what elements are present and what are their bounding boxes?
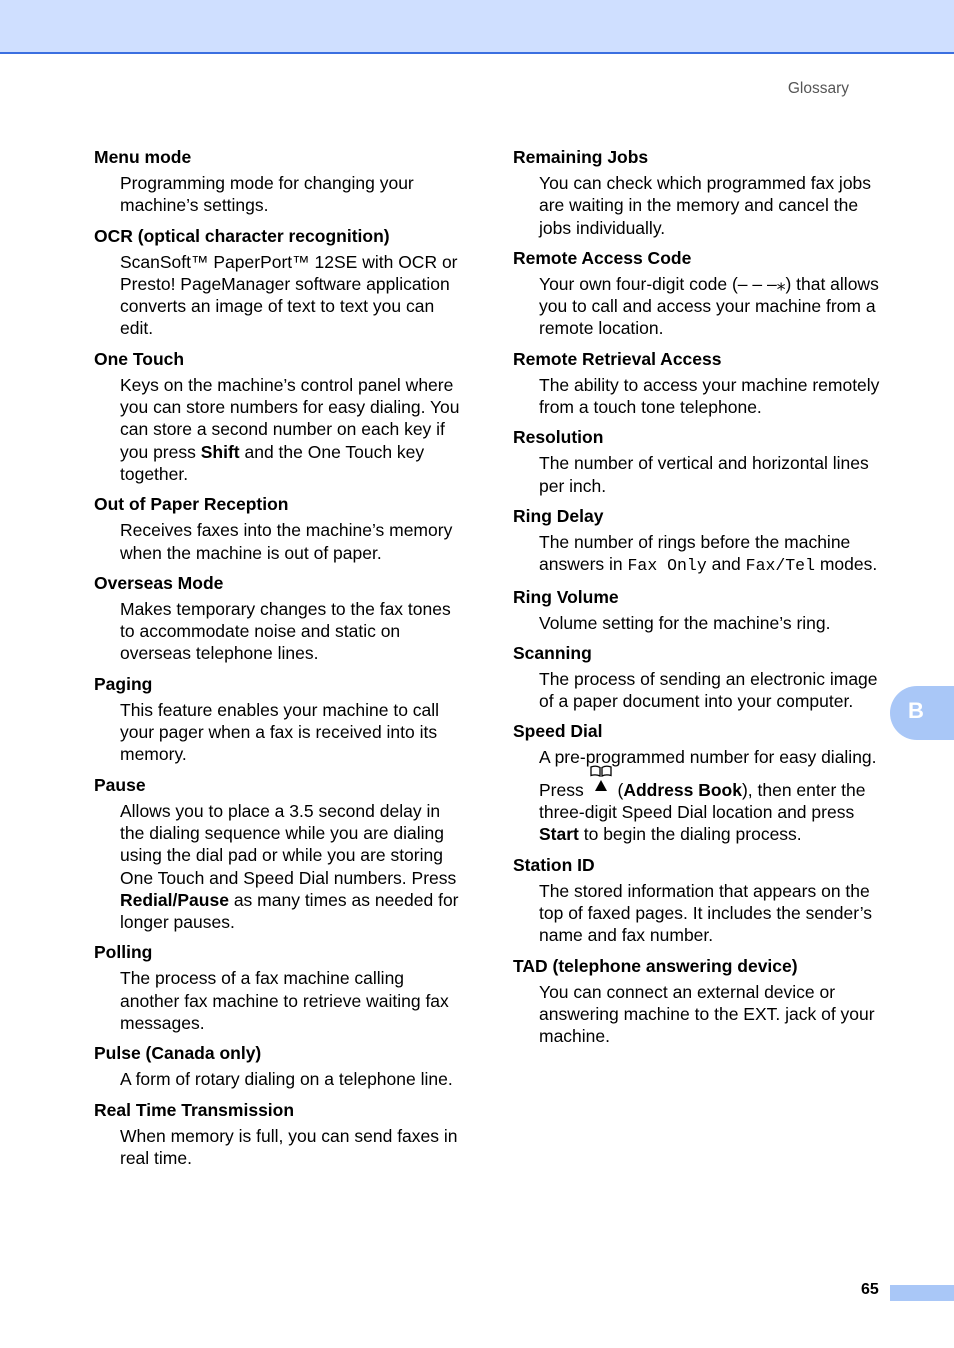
glossary-definition: The process of sending an electronic image of a paper document into your computer.: [539, 668, 878, 712]
glossary-definition: The process of a fax machine calling another fax machine to retrieve waiting fax messages.: [120, 968, 449, 1034]
glossary-term: Menu mode: [94, 147, 192, 167]
glossary-term: Ring Volume: [513, 586, 619, 607]
definition-text: Allows you to place a 3.5 second delay in the dialing sequence while you are dialing using the dial pad or while you are storing One Touch and Speed Dial numbers. Press: [120, 800, 457, 888]
definition-text: ), then enter the three-digit Speed Dial location and press: [539, 779, 866, 823]
glossary-entry: [94, 1099, 466, 1170]
glossary-term: Real Time Transmission: [94, 1099, 295, 1120]
definition-text: to begin the dialing process.: [578, 824, 802, 845]
glossary-entry: [94, 673, 466, 766]
section-name: Glossary: [787, 80, 849, 97]
glossary-term: Scanning: [513, 642, 592, 663]
page-number: 65: [861, 1281, 879, 1298]
glossary-definition: Receives faxes into the machine’s memory when the machine is out of paper.: [120, 520, 453, 563]
glossary-right-column: [513, 146, 885, 1055]
glossary-definition: Your own four-digit code (– – –⁎) that allows you to call and access your machine from a remote location.: [539, 273, 879, 339]
glossary-definition: [120, 800, 466, 934]
glossary-definition: Volume setting for the machine’s ring.: [539, 612, 831, 633]
key-name: Address Book: [623, 779, 742, 800]
glossary-term: Speed Dial: [513, 721, 603, 742]
definition-text: Keys on the machine’s control panel where you can store numbers for easy dialing. You can store a second number on each key if you press: [120, 374, 460, 462]
glossary-term: Overseas Mode: [94, 572, 224, 593]
definition-text: and: [706, 554, 746, 575]
glossary-entry: [94, 225, 466, 340]
glossary-entry: [94, 774, 466, 934]
glossary-definition: You can check which programmed fax jobs are waiting in the memory and cancel the jobs individually.: [539, 173, 872, 238]
glossary-entry: [513, 642, 885, 713]
glossary-definition: The ability to access your machine remotely from a touch tone telephone.: [539, 374, 880, 418]
glossary-entry: [94, 572, 466, 665]
glossary-entry: [513, 426, 885, 497]
glossary-definition: You can connect an external device or answering machine to the EXT. jack of your machine.: [539, 981, 875, 1047]
glossary-entry: [94, 1042, 466, 1090]
appendix-tab: [890, 686, 954, 740]
glossary-definition: [539, 531, 885, 578]
glossary-term: Paging: [94, 673, 153, 694]
header-band: [0, 0, 954, 54]
glossary-term: TAD (telephone answering device): [513, 955, 798, 976]
key-name: Shift: [200, 441, 240, 462]
glossary-term: Pause: [94, 774, 146, 795]
glossary-definition: Programming mode for changing your machine’s settings.: [120, 173, 414, 216]
definition-text: modes.: [814, 554, 878, 575]
address-book-icon: [589, 769, 613, 799]
glossary-definition: This feature enables your machine to call your pager when a fax is received into its memory.: [120, 699, 440, 765]
glossary-definition: Makes temporary changes to the fax tones to accommodate noise and static on overseas telephone lines.: [120, 598, 451, 664]
glossary-term: Station ID: [513, 854, 595, 875]
glossary-entry: [513, 586, 885, 634]
definition-text: as many times as needed for longer pauses.: [120, 889, 459, 933]
glossary-entry: [94, 493, 466, 564]
glossary-term: Ring Delay: [513, 505, 604, 526]
glossary-entry: [513, 955, 885, 1048]
glossary-entry: [94, 348, 466, 485]
glossary-entry: [94, 941, 466, 1034]
glossary-definition: When memory is full, you can send faxes in real time.: [120, 1125, 458, 1168]
glossary-entry: [513, 247, 885, 340]
glossary-term: Remaining Jobs: [513, 147, 649, 167]
glossary-entry: [513, 505, 885, 578]
glossary-left-column: [94, 146, 466, 1177]
key-name: Redial/Pause: [120, 889, 229, 910]
glossary-entry: [94, 146, 466, 217]
definition-text: and the One Touch key together.: [120, 441, 425, 484]
glossary-term: Remote Access Code: [513, 247, 692, 268]
glossary-definition: [539, 746, 885, 845]
mode-name: Fax/Tel: [745, 556, 815, 576]
definition-text: The number of rings before the machine answers in: [539, 531, 851, 575]
glossary-definition: A form of rotary dialing on a telephone line.: [120, 1069, 453, 1090]
glossary-term: Pulse (Canada only): [94, 1043, 262, 1064]
glossary-term: One Touch: [94, 348, 185, 369]
glossary-entry: [513, 720, 885, 845]
glossary-definition: The number of vertical and horizontal lines per inch.: [539, 453, 869, 496]
definition-text: (: [612, 779, 624, 800]
appendix-tab-letter: B: [908, 698, 924, 723]
glossary-definition: The stored information that appears on the top of faxed pages. It includes the sender’s name and fax number.: [539, 880, 873, 946]
glossary-term: Resolution: [513, 427, 604, 448]
glossary-term: Polling: [94, 942, 153, 963]
glossary-entry: [513, 348, 885, 419]
glossary-entry: [513, 854, 885, 947]
glossary-definition: [120, 374, 466, 485]
glossary-definition: ScanSoft™ PaperPort™ 12SE with OCR or Presto! PageManager software application converts an image of text to text you can edit.: [120, 251, 458, 339]
glossary-entry: [513, 146, 885, 239]
glossary-term: OCR (optical character recognition): [94, 225, 390, 246]
page-number-bar: [890, 1285, 954, 1301]
glossary-term: Remote Retrieval Access: [513, 348, 722, 369]
mode-name: Fax Only: [627, 556, 707, 576]
glossary-term: Out of Paper Reception: [94, 494, 289, 515]
key-name: Start: [539, 824, 579, 845]
definition-text: A pre-programmed number for easy dialing. Press: [539, 747, 877, 800]
